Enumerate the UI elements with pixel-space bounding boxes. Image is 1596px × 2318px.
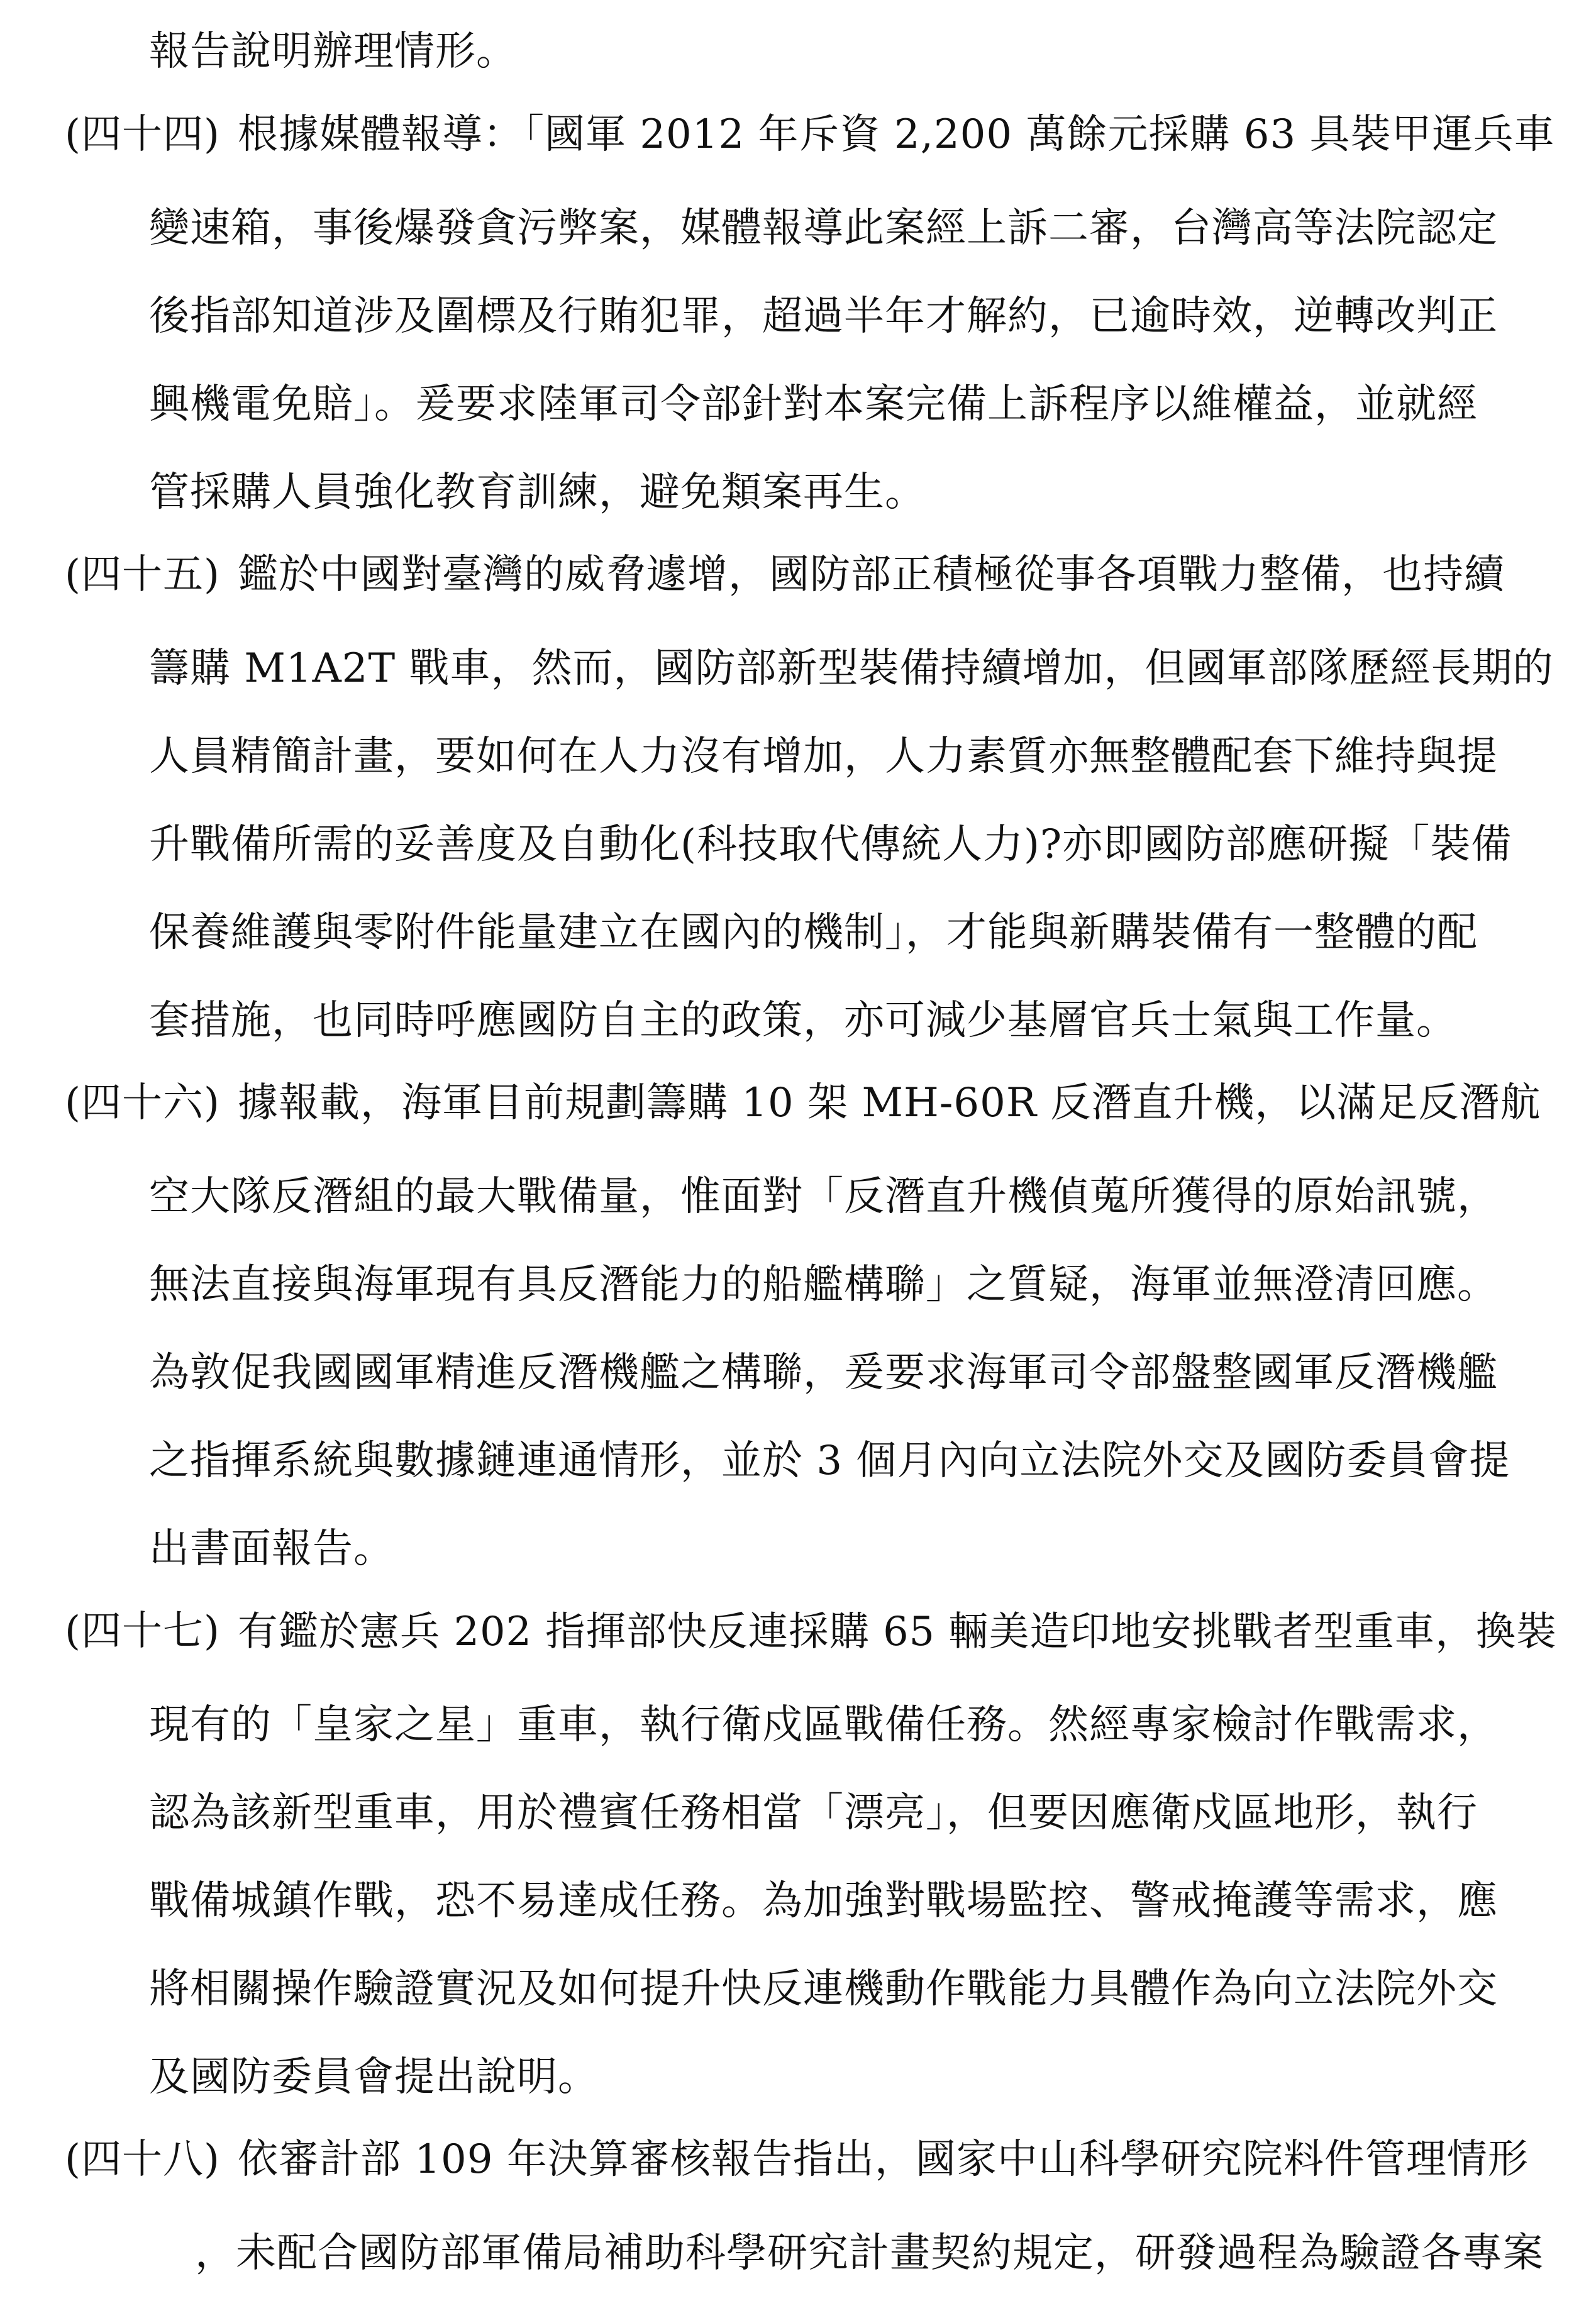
item-label-46: (四十六): [65, 1080, 220, 1126]
item-47-line: 及國防委員會提出說明。: [149, 2054, 599, 2100]
item-48-line: ，未配合國防部軍備局補助科學研究計畫契約規定，研發過程為驗證各專案: [195, 2230, 1544, 2276]
item-46-line: 之指揮系統與數據鏈連通情形，並於 3 個月內向立法院外交及國防委員會提: [149, 1438, 1510, 1484]
item-44-line: 興機電免賠」。爰要求陸軍司令部針對本案完備上訴程序以維權益，並就經: [149, 381, 1478, 428]
item-45-line: 鑑於中國對臺灣的威脅遽增，國防部正積極從事各項戰力整備，也持續: [238, 552, 1505, 598]
item-47-line: 有鑑於憲兵 202 指揮部快反連採購 65 輛美造印地安挑戰者型重車，換裝: [238, 1608, 1557, 1655]
item-45-line: 套措施，也同時呼應國防自主的政策，亦可減少基層官兵士氣與工作量。: [149, 997, 1457, 1044]
item-46-line: 為敦促我國國軍精進反潛機艦之構聯，爰要求海軍司令部盤整國軍反潛機艦: [149, 1350, 1498, 1396]
item-label-44: (四十四): [65, 111, 220, 158]
item-44-line: 後指部知道涉及圍標及行賄犯罪，超過半年才解約，已逾時效，逆轉改判正: [149, 293, 1498, 340]
item-45-line: 籌購 M1A2T 戰車，然而，國防部新型裝備持續增加，但國軍部隊歷經長期的: [149, 645, 1554, 692]
item-44-line: 根據媒體報導：「國軍 2012 年斥資 2,200 萬餘元採購 63 具裝甲運兵車: [238, 111, 1555, 158]
item-48-line: 依審計部 109 年決算審核報告指出，國家中山科學研究院料件管理情形: [238, 2136, 1529, 2183]
item-47-line: 認為該新型重車，用於禮賓任務相當「漂亮」，但要因應衛戍區地形，執行: [149, 1790, 1478, 1836]
item-45-line: 保養維護與零附件能量建立在國內的機制」，才能與新購裝備有一整體的配: [149, 909, 1478, 956]
item-46-line: 無法直接與海軍現有具反潛能力的船艦構聯」之質疑，海軍並無澄清回應。: [149, 1262, 1498, 1308]
item-45-line: 人員精簡計畫，要如何在人力沒有增加，人力素質亦無整體配套下維持與提: [149, 733, 1498, 780]
item-47-line: 現有的「皇家之星」重車，執行衛戍區戰備任務。然經專家檢討作戰需求，: [149, 1702, 1498, 1748]
item-label-47: (四十七): [65, 1608, 220, 1655]
item-45-line: 升戰備所需的妥善度及自動化(科技取代傳統人力)?亦即國防部應研擬「裝備: [149, 821, 1512, 868]
item-46-line: 據報載，海軍目前規劃籌購 10 架 MH-60R 反潛直升機，以滿足反潛航: [238, 1080, 1541, 1126]
intro-line: 報告說明辦理情形。: [149, 28, 517, 75]
item-46-line: 出書面報告。: [149, 1526, 394, 1572]
item-44-line: 變速箱，事後爆發貪污弊案，媒體報導此案經上訴二審，台灣高等法院認定: [149, 205, 1498, 252]
item-label-48: (四十八): [65, 2136, 220, 2183]
item-46-line: 空大隊反潛組的最大戰備量，惟面對「反潛直升機偵蒐所獲得的原始訊號，: [149, 1173, 1498, 1220]
item-label-45: (四十五): [65, 552, 220, 598]
item-47-line: 將相關操作驗證實況及如何提升快反連機動作戰能力具體作為向立法院外交: [149, 1966, 1498, 2012]
item-47-line: 戰備城鎮作戰，恐不易達成任務。為加強對戰場監控、警戒掩護等需求，應: [149, 1878, 1498, 1924]
item-44-line: 管採購人員強化教育訓練，避免類案再生。: [149, 469, 926, 516]
